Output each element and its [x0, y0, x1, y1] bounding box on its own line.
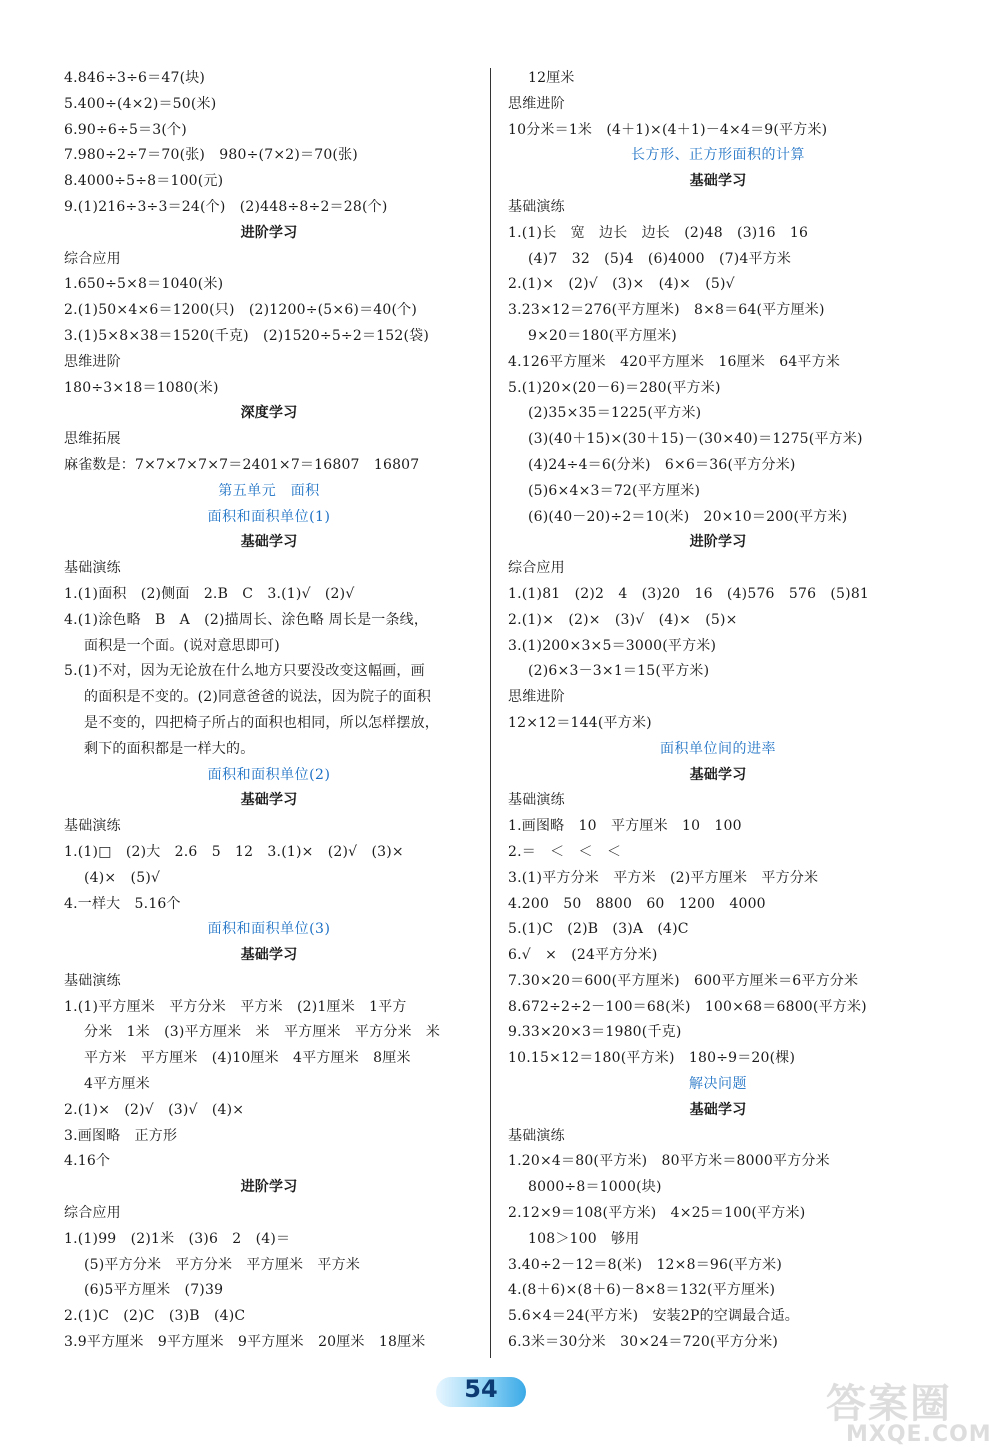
answer-line: 面积是一个面。(说对意思即可)	[84, 637, 280, 654]
answer-line: 思维进阶	[508, 689, 565, 706]
answer-line: 2.(1)× (2)× (3)√ (4)× (5)×	[508, 611, 738, 628]
answer-line: (4)× (5)√	[84, 869, 161, 886]
answer-line: 基础演练	[508, 792, 565, 809]
section-heading: 基础学习	[689, 766, 747, 783]
unit-heading: 面积单位间的进率	[660, 740, 776, 757]
answer-line: 思维进阶	[64, 353, 121, 370]
page-number: 54	[464, 1375, 498, 1403]
answer-line: 7.980÷2÷7＝70(张) 980÷(7×2)＝70(张)	[64, 147, 358, 164]
answer-line: 1.(1)99 (2)1米 (3)6 2 (4)＝	[64, 1230, 291, 1247]
answer-line: 10.15×12＝180(平方米) 180÷9＝20(棵)	[508, 1050, 796, 1067]
answer-line: 1.(1)平方厘米 平方分米 平方米 (2)1厘米 1平方	[64, 998, 407, 1015]
answer-line: 思维进阶	[508, 95, 565, 112]
answer-line: 基础演练	[508, 1127, 565, 1144]
answer-line: 4.16个	[64, 1153, 111, 1170]
answer-line: 综合应用	[64, 250, 121, 267]
answer-line: 基础演练	[64, 818, 121, 835]
watermark-logo	[826, 1372, 996, 1452]
answer-line: 2.(1)50×4×6＝1200(只) (2)1200÷(5×6)＝40(个)	[64, 302, 418, 319]
unit-heading: 面积和面积单位(2)	[207, 766, 331, 783]
section-heading: 基础学习	[240, 792, 298, 809]
answer-line: 4.(8＋6)×(8＋6)－8×8＝132(平方厘米)	[508, 1282, 776, 1299]
answer-line: 1.(1)□ (2)大 2.6 5 12 3.(1)× (2)√ (3)×	[64, 843, 404, 860]
unit-heading: 第五单元 面积	[218, 482, 320, 499]
answer-line: 5.400÷(4×2)＝50(米)	[64, 95, 217, 112]
section-heading: 深度学习	[240, 405, 298, 422]
answer-line: 4平方厘米	[84, 1076, 150, 1093]
answer-line: 2.(1)× (2)√ (3)× (4)× (5)√	[508, 276, 735, 293]
answer-line: 8000÷8＝1000(块)	[528, 1179, 662, 1196]
answer-line: 3.画图略 正方形	[64, 1127, 178, 1144]
answer-line: 1.(1)长 宽 边长 边长 (2)48 (3)16 16	[508, 224, 809, 241]
unit-heading: 面积和面积单位(3)	[207, 921, 331, 938]
answer-line: 1.画图略 10 平方厘米 10 100	[508, 818, 742, 835]
answer-line: 12×12＝144(平方米)	[508, 714, 652, 731]
answer-line: (3)(40＋15)×(30＋15)－(30×40)＝1275(平方米)	[528, 431, 863, 448]
answer-line: 3.(1)平方分米 平方米 (2)平方厘米 平方分米	[508, 869, 819, 886]
answer-line: 4.(1)涂色略 B A (2)描周长、涂色略 周长是一条线，	[64, 611, 429, 628]
answer-line: 1.(1)面积 (2)侧面 2.B C 3.(1)√ (2)√	[64, 585, 355, 602]
answer-line: 4.一样大 5.16个	[64, 895, 181, 912]
answer-line: 的面积是不变的。(2)同意爸爸的说法，因为院子的面积	[84, 689, 432, 706]
answer-line: (6)(40－20)÷2＝10(米) 20×10＝200(平方米)	[528, 508, 848, 525]
answer-line: 5.(1)20×(20－6)＝280(平方米)	[508, 379, 721, 396]
answer-line: 4.846÷3÷6＝47(块)	[64, 70, 206, 86]
answer-line: 9×20＝180(平方厘米)	[528, 327, 677, 344]
answer-line: 7.30×20＝600(平方厘米) 600平方厘米＝6平方分米	[508, 972, 859, 989]
answer-line: 10分米＝1米 (4＋1)×(4＋1)－4×4＝9(平方米)	[508, 121, 828, 138]
answer-line: 6.√ × (24平方分米)	[508, 947, 658, 964]
answer-line: 5.(1)C (2)B (3)A (4)C	[508, 921, 689, 938]
section-heading: 基础学习	[689, 1101, 747, 1118]
answer-line: 2.(1)× (2)√ (3)√ (4)×	[64, 1101, 245, 1118]
answer-line: 基础演练	[508, 198, 565, 215]
answer-line: 6.90÷6÷5＝3(个)	[64, 121, 187, 138]
answer-line: 4.200 50 8800 60 1200 4000	[508, 895, 766, 912]
answer-line: 3.23×12＝276(平方厘米) 8×8＝64(平方厘米)	[508, 302, 825, 319]
answer-line: 180÷3×18＝1080(米)	[64, 379, 219, 396]
answer-line: 6.3米＝30分米 30×24＝720(平方分米)	[508, 1334, 779, 1351]
answer-line: 平方米 平方厘米 (4)10厘米 4平方厘米 8厘米	[84, 1050, 411, 1067]
answer-line: 思维拓展	[64, 431, 121, 448]
answer-line: 2.12×9＝108(平方米) 4×25＝100(平方米)	[508, 1205, 806, 1222]
answer-line: (2)35×35＝1225(平方米)	[528, 405, 702, 422]
answer-line: (6)5平方厘米 (7)39	[84, 1282, 224, 1299]
answer-line: (2)6×3－3×1＝15(平方米)	[528, 663, 710, 680]
page-number-badge	[436, 1373, 528, 1413]
section-heading: 基础学习	[240, 534, 298, 551]
answer-line: 9.(1)216÷3÷3＝24(个) (2)448÷8÷2＝28(个)	[64, 198, 388, 215]
answer-line: 108＞100 够用	[528, 1230, 640, 1247]
column-divider	[490, 68, 491, 1358]
answer-line: 综合应用	[64, 1205, 121, 1222]
answer-line: 基础演练	[64, 560, 121, 577]
answer-line: 1.20×4＝80(平方米) 80平方米＝8000平方分米	[508, 1153, 830, 1170]
answer-line: 3.40÷2－12＝8(米) 12×8＝96(平方米)	[508, 1256, 783, 1273]
answer-line: (4)7 32 (5)4 (6)4000 (7)4平方米	[528, 250, 792, 267]
answer-line: 分米 1米 (3)平方厘米 米 平方厘米 平方分米 米	[84, 1024, 441, 1041]
section-heading: 基础学习	[689, 173, 747, 190]
answer-line: (4)24÷4＝6(分米) 6×6＝36(平方分米)	[528, 456, 796, 473]
answer-line: 2.＝ ＜ ＜ ＜	[508, 843, 622, 860]
answer-line: 12厘米	[528, 70, 575, 86]
answer-line: 剩下的面积都是一样大的。	[84, 740, 255, 757]
answer-line: 基础演练	[64, 972, 121, 989]
right-column	[508, 66, 928, 1356]
unit-heading: 长方形、正方形面积的计算	[631, 147, 805, 164]
unit-heading: 解决问题	[689, 1076, 747, 1093]
section-heading: 进阶学习	[240, 1179, 298, 1196]
answer-line: 麻雀数是：7×7×7×7×7＝2401×7＝16807 16807	[64, 456, 420, 473]
answer-line: 5.(1)不对，因为无论放在什么地方只要没改变这幅画，画	[64, 663, 425, 680]
answer-line: (5)平方分米 平方分米 平方厘米 平方米	[84, 1256, 361, 1273]
watermark-text: 答案圈	[826, 1381, 952, 1427]
answer-line: 2.(1)C (2)C (3)B (4)C	[64, 1308, 246, 1325]
unit-heading: 面积和面积单位(1)	[207, 508, 331, 525]
section-heading: 进阶学习	[689, 534, 747, 551]
answer-line: 是不变的，四把椅子所占的面积也相同，所以怎样摆放，	[84, 714, 439, 731]
section-heading: 进阶学习	[240, 224, 298, 241]
answer-line: 8.4000÷5÷8＝100(元)	[64, 173, 224, 190]
section-heading: 基础学习	[240, 947, 298, 964]
watermark-url: MXQE.COM	[846, 1422, 992, 1447]
answer-line: 3.(1)5×8×38＝1520(千克) (2)1520÷5÷2＝152(袋)	[64, 327, 430, 344]
answer-line: 3.(1)200×3×5＝3000(平方米)	[508, 637, 717, 654]
answer-line: 3.9平方厘米 9平方厘米 9平方厘米 20厘米 18厘米	[64, 1334, 426, 1351]
answer-line: 8.672÷2÷2－100＝68(米) 100×68＝6800(平方米)	[508, 998, 867, 1015]
answer-line: 4.126平方厘米 420平方厘米 16厘米 64平方米	[508, 353, 841, 370]
answer-line: 5.6×4＝24(平方米) 安装2P的空调最合适。	[508, 1308, 799, 1325]
answer-line: 1.650÷5×8＝1040(米)	[64, 276, 224, 293]
answer-line: 综合应用	[508, 560, 565, 577]
answer-line: 1.(1)81 (2)2 4 (3)20 16 (4)576 576 (5)81	[508, 585, 870, 602]
left-column	[64, 66, 474, 1356]
answer-line: 9.33×20×3＝1980(千克)	[508, 1024, 682, 1041]
answer-line: (5)6×4×3＝72(平方厘米)	[528, 482, 701, 499]
